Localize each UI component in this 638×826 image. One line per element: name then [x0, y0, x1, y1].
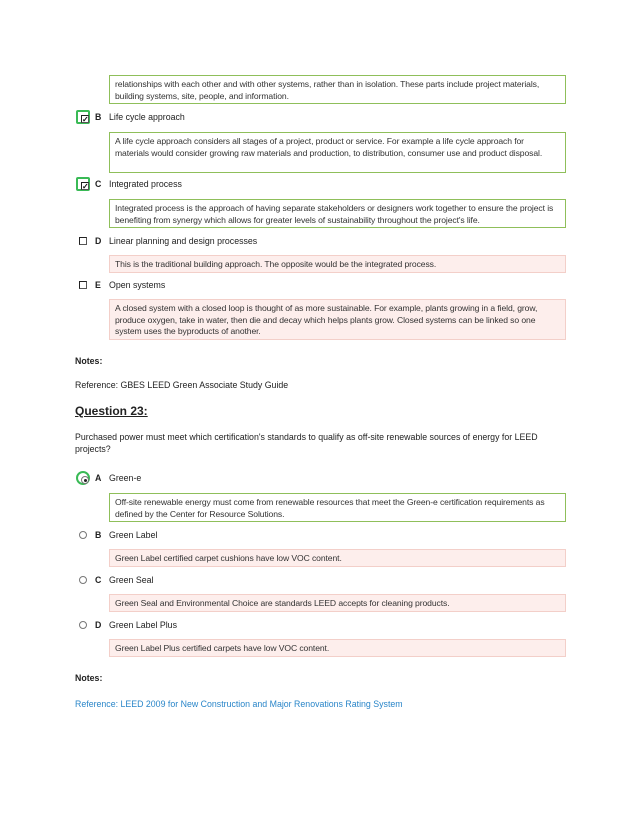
q22-option-c[interactable]	[76, 177, 376, 191]
q22-reference: Reference: GBES LEED Green Associate Study Guide	[75, 380, 289, 390]
q22-option-d-label: Linear planning and design processes	[109, 236, 258, 246]
q22-option-d[interactable]	[76, 234, 376, 248]
q22-option-e-explanation: A closed system with a closed loop is thought of as more sustainable. For example, plants growing in a field, grow, produce oxygen, take in water, then die and decay which helps plants grow. Closed systems can be linked so one system uses the byproducts of another.	[109, 299, 566, 340]
q22-option-b-letter: B	[95, 112, 102, 122]
q22-option-c-letter: C	[95, 179, 102, 189]
q22-notes-label: Notes:	[75, 356, 103, 366]
q22-option-d-explanation: This is the traditional building approach. The opposite would be the integrated process.	[109, 255, 566, 273]
q22-option-a-explanation: relationships with each other and with other systems, rather than in isolation. These parts include project materials, building systems, site, people, and information.	[109, 75, 566, 104]
q23-reference-link[interactable]: Reference: LEED 2009 for New Construction and Major Renovations Rating System	[75, 699, 403, 709]
q23-notes-label: Notes:	[75, 673, 103, 683]
q22-option-b-explanation: A life cycle approach considers all stages of a project, product or service. For example a life cycle approach for materials would consider growing raw materials and production, to distribution, consumer use and product disposal.	[109, 132, 566, 173]
q23-option-a-label: Green-e	[109, 473, 142, 483]
q23-option-a-radio-frame[interactable]	[76, 471, 90, 485]
q22-option-c-checkbox-frame[interactable]	[76, 177, 90, 191]
q22-option-c-explanation: Integrated process is the approach of having separate stakeholders or designers work together to ensure the project is benefiting from synergy which allows for greater levels of sustainability throughout the project's life.	[109, 199, 566, 228]
question-23-title: Question 23:	[75, 404, 148, 418]
q23-option-d-explanation: Green Label Plus certified carpets have low VOC content.	[109, 639, 566, 657]
q22-option-e-label: Open systems	[109, 280, 166, 290]
q23-option-a[interactable]	[76, 471, 376, 485]
q22-option-e-checkbox-frame[interactable]	[76, 278, 90, 292]
q23-option-a-explanation: Off-site renewable energy must come from renewable resources that meet the Green-e certification requirements as defined by the Center for Resource Solutions.	[109, 493, 566, 522]
q22-option-c-label: Integrated process	[109, 179, 182, 189]
q22-option-d-letter: D	[95, 236, 102, 246]
checkbox-checked-icon[interactable]: ✓	[82, 182, 89, 191]
q23-option-d[interactable]	[76, 618, 376, 632]
q22-option-b-label: Life cycle approach	[109, 112, 185, 122]
radio-unselected-icon[interactable]	[79, 576, 87, 584]
checkbox-checked-icon[interactable]: ✓	[82, 115, 89, 124]
q23-option-c[interactable]	[76, 573, 376, 587]
q23-option-d-radio-frame[interactable]	[76, 618, 90, 632]
question-23-stem: Purchased power must meet which certification's standards to qualify as off-site renewable sources of energy for LEED projects?	[75, 432, 538, 454]
q23-option-c-letter: C	[95, 575, 102, 585]
q23-option-a-letter: A	[95, 473, 102, 483]
q22-option-d-checkbox-frame[interactable]	[76, 234, 90, 248]
q22-option-e[interactable]	[76, 278, 376, 292]
q23-option-c-label: Green Seal	[109, 575, 154, 585]
q23-option-b-radio-frame[interactable]	[76, 528, 90, 542]
checkbox-unchecked-icon[interactable]	[79, 237, 87, 245]
q23-option-d-label: Green Label Plus	[109, 620, 177, 630]
q23-option-b-letter: B	[95, 530, 102, 540]
q23-option-b-label: Green Label	[109, 530, 158, 540]
q23-option-b[interactable]	[76, 528, 376, 542]
q23-option-d-letter: D	[95, 620, 102, 630]
radio-unselected-icon[interactable]	[79, 531, 87, 539]
q23-option-c-explanation: Green Seal and Environmental Choice are standards LEED accepts for cleaning products.	[109, 594, 566, 612]
checkbox-unchecked-icon[interactable]	[79, 281, 87, 289]
radio-unselected-icon[interactable]	[79, 621, 87, 629]
q23-option-b-explanation: Green Label certified carpet cushions have low VOC content.	[109, 549, 566, 567]
q22-option-b[interactable]	[76, 110, 376, 124]
q22-option-b-checkbox-frame[interactable]	[76, 110, 90, 124]
q23-option-c-radio-frame[interactable]	[76, 573, 90, 587]
q22-option-e-letter: E	[95, 280, 101, 290]
radio-selected-icon[interactable]	[81, 476, 89, 484]
